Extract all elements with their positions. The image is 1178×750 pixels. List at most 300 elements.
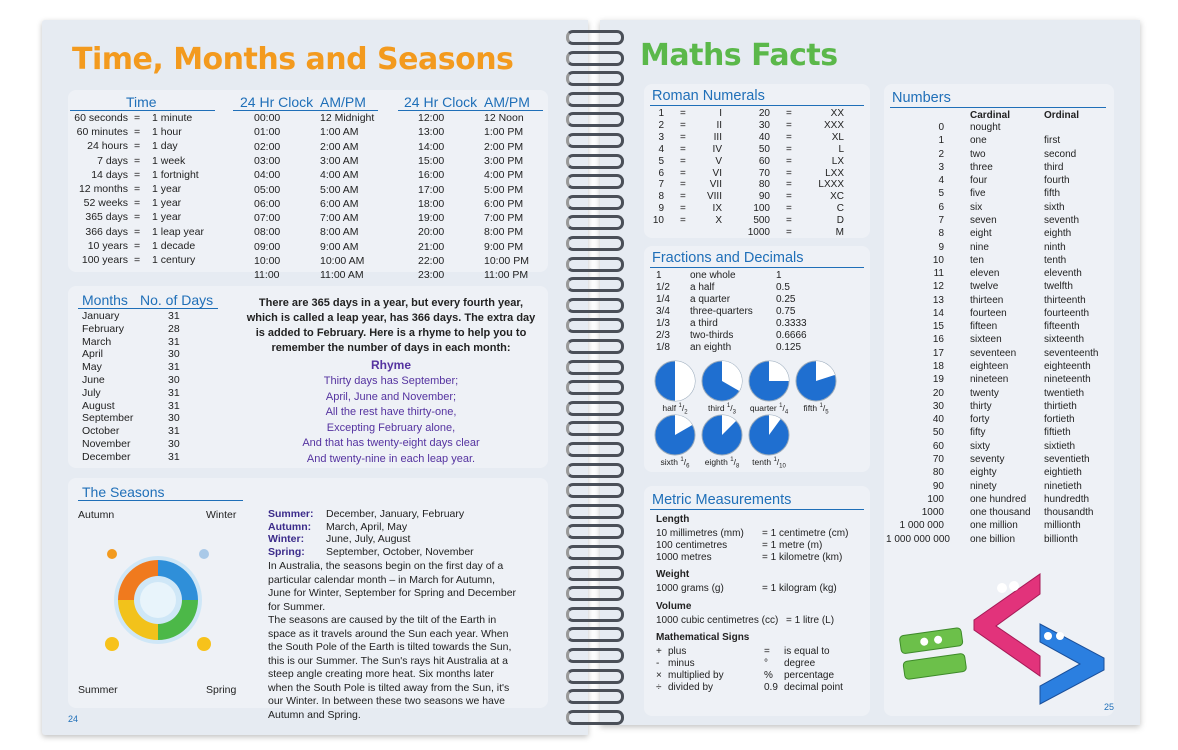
clock-ampm: 11:00 PM [484, 269, 529, 282]
equals-sign: = [786, 203, 792, 215]
equals-sign: = [680, 119, 686, 131]
ampm-header: AM/PM [484, 94, 530, 110]
season-months: March, April, May [326, 520, 408, 533]
number-digit: 18 [932, 361, 944, 373]
roman-number: 9 [658, 203, 664, 215]
time-equivalent: 1 year [152, 211, 182, 224]
roman-numeral: III [713, 131, 722, 143]
text-line: this is our Summer. The Sun's rays hit Australia at a [268, 654, 508, 667]
season-name: Summer: [268, 508, 314, 520]
clock-24hr: 18:00 [418, 197, 445, 210]
roman-number: 10 [652, 215, 664, 227]
month-days: 30 [168, 438, 180, 450]
pie-denominator: 4 [784, 409, 789, 416]
clock-ampm: 1:00 PM [484, 126, 524, 139]
binding-ring [566, 483, 624, 498]
ordinal-number: millionth [1044, 520, 1081, 532]
number-digit: 1 [938, 135, 944, 147]
roman-numeral: L [838, 143, 844, 155]
ordinal-number: eighth [1044, 228, 1072, 240]
number-digit: 30 [932, 400, 944, 412]
binding-ring [566, 607, 624, 622]
metric-unit: 1000 grams (g) [656, 583, 724, 594]
months-panel [68, 286, 548, 468]
pie-denominator: 5 [825, 409, 829, 416]
number-digit: 90 [932, 480, 944, 492]
time-unit: 366 days [85, 225, 128, 238]
binding-ring [566, 318, 624, 333]
metric-unit: 1000 cubic centimetres (cc) [656, 615, 779, 626]
clock-24hr: 10:00 [254, 255, 281, 267]
ordinal-header: Ordinal [1044, 110, 1080, 121]
number-digit: 15 [932, 321, 944, 333]
equals-sign: = [134, 126, 141, 139]
clock-24hr: 01:00 [254, 126, 281, 139]
binding-ring [566, 71, 624, 86]
binding-ring [566, 277, 624, 292]
ordinal-number: fiftieth [1044, 427, 1071, 439]
divider [890, 107, 1106, 108]
number-digit: 16 [932, 334, 944, 346]
rhyme-line: Excepting February alone, [326, 421, 456, 434]
binding-ring [566, 648, 624, 663]
text-line: There are 365 days in a year, but every fourth year, [258, 297, 524, 309]
clock-ampm: 8:00 PM [484, 226, 524, 239]
month-days: 31 [168, 310, 180, 322]
ordinal-number: fortieth [1044, 414, 1075, 426]
fraction-pie [654, 414, 696, 456]
binding-ring [566, 401, 624, 416]
divider [233, 110, 378, 111]
binding-ring [566, 442, 624, 457]
equals-sign: = [786, 155, 792, 167]
cardinal-number: one hundred [970, 493, 1027, 505]
clock-24hr: 23:00 [418, 269, 445, 282]
time-panel [68, 90, 548, 282]
clock-ampm: 12 Midnight [320, 112, 375, 124]
ampm-header: AM/PM [320, 94, 366, 110]
pie-label-text: third [708, 403, 727, 413]
pie-denominator: 3 [732, 409, 736, 416]
decimal: 0.5 [776, 282, 790, 293]
equals-sign: = [786, 143, 792, 155]
time-equivalent: 1 year [152, 197, 182, 210]
divider [650, 267, 864, 268]
clock-24hr: 08:00 [254, 226, 281, 239]
number-digit: 13 [932, 294, 944, 306]
weight-label: Weight [656, 569, 690, 580]
math-sign-name: decimal point [784, 682, 843, 693]
season-name: Winter: [268, 533, 305, 546]
time-unit: 100 years [81, 254, 128, 266]
cardinal-number: nought [970, 122, 1001, 133]
ordinal-number: first [1044, 135, 1061, 147]
cardinal-number: eighty [970, 467, 997, 479]
binding-ring [566, 360, 624, 375]
time-equivalent: 1 day [152, 140, 178, 153]
ordinal-number: ninetieth [1044, 480, 1082, 492]
equals-sign: = [786, 215, 792, 227]
clock-24hr: 21:00 [418, 240, 445, 253]
pie-numerator: 1 [779, 403, 783, 410]
clock-24hr: 12:00 [418, 112, 445, 124]
clock-24hr: 04:00 [254, 169, 281, 182]
month-days: 30 [168, 374, 180, 386]
month-days: 31 [168, 399, 180, 412]
binding-ring [566, 504, 624, 519]
clock-ampm: 3:00 AM [320, 154, 359, 167]
page-title: Maths Facts [640, 38, 838, 73]
math-sign-name: minus [668, 658, 695, 669]
month-days: 28 [168, 322, 180, 335]
number-digit: 20 [932, 387, 944, 399]
equals-sign: = [134, 211, 141, 224]
divider [650, 105, 864, 106]
math-sign-name: plus [668, 646, 687, 657]
metric-equivalent: = 1 kilometre (km) [762, 552, 843, 563]
time-equivalent: 1 hour [152, 126, 182, 139]
clock-24hr: 11:00 [254, 269, 280, 282]
ordinal-number: twelfth [1044, 281, 1073, 293]
leap-year-text [236, 296, 546, 356]
cardinal-number: twenty [970, 387, 999, 399]
time-unit: 60 minutes [76, 126, 128, 139]
math-symbols-illustration [890, 564, 1108, 714]
number-digit: 8 [938, 228, 944, 240]
number-digit: 6 [938, 201, 944, 213]
math-sign: + [656, 646, 662, 657]
binding-ring [566, 627, 624, 642]
number-digit: 7 [938, 214, 944, 226]
clock-header: 24 Hr Clock [404, 94, 478, 110]
roman-numeral: II [716, 119, 722, 131]
cardinal-number: one million [970, 520, 1018, 532]
roman-numeral: M [835, 227, 844, 238]
clock-24hr: 19:00 [418, 212, 445, 225]
binding-ring [566, 524, 624, 539]
equals-sign: = [680, 215, 686, 227]
season-name: Autumn: [268, 520, 312, 533]
time-unit: 14 days [91, 168, 128, 181]
clock-24hr: 14:00 [418, 140, 445, 153]
metric-header: Metric Measurements [652, 492, 792, 508]
roman-numeral: I [719, 108, 722, 119]
fraction: 1 [656, 270, 662, 281]
volume-label: Volume [656, 601, 692, 612]
binding-ring [566, 51, 624, 66]
decimal: 0.25 [776, 294, 796, 305]
ordinal-number: second [1044, 148, 1077, 160]
pie-denominator: 6 [686, 463, 690, 470]
pie-slash: / [782, 403, 785, 413]
metric-equivalent: = 1 centimetre (cm) [762, 528, 849, 539]
math-sign: ÷ [656, 682, 662, 693]
equals-sign: = [786, 131, 792, 143]
clock-ampm: 7:00 PM [484, 212, 524, 225]
decimal: 0.6666 [776, 330, 807, 341]
cardinal-number: sixteen [970, 334, 1002, 346]
ordinal-number: eighteenth [1044, 361, 1091, 373]
metric-unit: 100 centimetres [656, 540, 728, 551]
text-line: the South Pole of the Earth is tilted towards the Sun, [268, 641, 512, 653]
number-digit: 1 000 000 [899, 520, 944, 532]
clock-ampm: 10:00 AM [320, 255, 365, 267]
text-line: which is called a leap year, has 366 days. The extra day [246, 312, 536, 324]
roman-number: 3 [658, 131, 664, 143]
roman-numeral: V [715, 155, 722, 167]
season-months: June, July, August [326, 533, 411, 546]
binding-ring [566, 421, 624, 436]
metric-equivalent: = 1 kilogram (kg) [762, 583, 837, 594]
clock-24hr: 15:00 [418, 154, 445, 167]
time-unit: 24 hours [87, 140, 128, 153]
metric-equivalent: = 1 litre (L) [786, 615, 835, 626]
time-equivalent: 1 century [152, 254, 196, 266]
rhyme-line: And that has twenty-eight days clear [302, 437, 480, 449]
cardinal-number: two [970, 148, 986, 160]
cardinal-header: Cardinal [970, 110, 1011, 121]
rhyme-line: And twenty-nine in each leap year. [306, 452, 476, 465]
time-equivalent: 1 year [152, 183, 182, 195]
math-sign: ° [764, 658, 768, 669]
clock-ampm: 8:00 AM [320, 226, 359, 239]
equals-sign: = [786, 167, 792, 179]
clock-ampm: 12 Noon [484, 112, 524, 124]
month-name: April [82, 348, 104, 361]
fraction: 1/3 [656, 318, 670, 329]
equals-sign: = [786, 191, 792, 203]
math-sign: - [656, 658, 660, 669]
equals-sign: = [680, 155, 686, 167]
cardinal-number: one billion [970, 533, 1016, 545]
roman-number: 1 [658, 108, 664, 119]
binding-ring [566, 133, 624, 148]
number-digit: 17 [932, 347, 944, 359]
time-equivalent: 1 decade [152, 239, 196, 252]
season-months: December, January, February [326, 508, 465, 520]
math-sign: = [764, 646, 770, 657]
time-header: Time [126, 94, 157, 110]
math-sign-name: multiplied by [668, 670, 724, 681]
math-sign: 0.9 [764, 682, 778, 693]
ordinal-number: seventieth [1044, 454, 1090, 465]
ordinal-number: seventeenth [1044, 347, 1099, 359]
cardinal-number: four [970, 175, 988, 187]
number-digit: 100 [927, 493, 944, 505]
time-equivalent: 1 leap year [152, 225, 204, 238]
number-digit: 10 [932, 254, 944, 266]
month-days: 30 [168, 412, 180, 425]
math-sign: × [656, 670, 662, 681]
text-line: for Summer. [268, 600, 326, 613]
cardinal-number: nineteen [970, 374, 1009, 386]
rhyme-text [236, 374, 546, 467]
number-digit: 4 [938, 175, 944, 187]
cardinal-number: one [970, 135, 987, 147]
pie-slash: / [681, 403, 685, 413]
equals-sign: = [680, 143, 686, 155]
math-sign-name: degree [784, 658, 816, 669]
time-equivalent: 1 week [152, 154, 186, 167]
roman-numeral: XC [830, 191, 844, 203]
number-digit: 70 [932, 454, 944, 465]
equals-sign: = [134, 239, 141, 252]
length-label: Length [656, 514, 690, 525]
cardinal-number: seventeen [970, 347, 1017, 359]
equals-sign: = [680, 167, 686, 179]
page-number: 25 [1104, 702, 1115, 712]
binding-ring [566, 710, 624, 725]
divider [650, 509, 864, 510]
seasons-paragraph [268, 560, 516, 614]
number-digit: 14 [932, 307, 944, 319]
label-autumn: Autumn [78, 509, 115, 521]
rhyme-line: April, June and November; [325, 390, 457, 403]
math-sign-name: is equal to [784, 646, 830, 657]
text-line: space as it travels around the Sun each year. When [268, 627, 509, 640]
month-days: 31 [168, 361, 180, 374]
month-name: January [82, 310, 120, 322]
equals-sign: = [134, 154, 141, 167]
cardinal-number: three [970, 161, 993, 173]
decimal: 0.3333 [776, 318, 807, 329]
clock-24hr: 13:00 [418, 126, 445, 139]
binding-ring [566, 298, 624, 313]
binding-ring [566, 689, 624, 704]
page-title: Time, Months and Seasons [72, 42, 514, 77]
roman-numeral: LXX [825, 167, 844, 179]
clock-24hr: 09:00 [254, 240, 281, 253]
text-line: The seasons are caused by the tilt of the Earth in [268, 614, 497, 626]
ordinal-number: eleventh [1044, 268, 1082, 280]
season-months: September, October, November [326, 545, 474, 558]
clock-24hr: 17:00 [418, 183, 445, 196]
binding-ring [566, 92, 624, 107]
month-name: May [82, 361, 102, 374]
fraction-words: one whole [690, 270, 736, 281]
roman-numeral: XL [831, 131, 844, 143]
equals-sign: = [786, 227, 792, 238]
ordinal-number: sixteenth [1044, 334, 1085, 346]
math-sign-name: divided by [668, 682, 714, 693]
ordinal-number: fifteenth [1044, 321, 1080, 333]
fraction: 2/3 [656, 330, 670, 341]
equals-sign: = [786, 108, 792, 119]
roman-numeral: VII [709, 179, 722, 191]
cardinal-number: sixty [970, 440, 990, 452]
roman-number: 70 [758, 167, 770, 179]
text-line: is added to February. Here is a rhyme to help you to [255, 327, 527, 339]
time-unit: 12 months [78, 183, 128, 195]
number-digit: 19 [932, 374, 944, 386]
roman-panel [644, 84, 870, 238]
roman-number: 50 [758, 143, 770, 155]
label-winter: Winter [206, 509, 237, 521]
roman-numeral: VIII [706, 191, 722, 203]
roman-number: 100 [753, 203, 770, 215]
clock-ampm: 9:00 PM [484, 240, 524, 253]
month-name: August [82, 399, 115, 412]
month-days: 31 [168, 386, 180, 399]
math-sign: % [764, 670, 773, 681]
pie-label-text: sixth [660, 457, 681, 467]
clock-ampm: 5:00 AM [320, 183, 359, 196]
time-unit: 10 years [87, 239, 128, 252]
ordinal-number: billionth [1044, 533, 1078, 545]
cardinal-number: seven [970, 214, 997, 226]
number-digit: 0 [938, 122, 944, 133]
ordinal-number: third [1044, 161, 1064, 173]
roman-numeral: IX [712, 203, 722, 215]
left-page [42, 20, 588, 735]
pie-slash: / [776, 457, 780, 467]
equals-sign: = [134, 112, 141, 124]
rhyme-title: Rhyme [370, 358, 411, 372]
fraction-pie [701, 414, 743, 456]
clock-ampm: 6:00 PM [484, 197, 524, 210]
text-line: June for Winter, September for Spring and December [268, 587, 517, 599]
cardinal-number: fifty [970, 427, 986, 439]
roman-number: 90 [758, 191, 770, 203]
month-days: 30 [168, 348, 180, 361]
binding-ring [566, 586, 624, 601]
fraction-pie [748, 360, 790, 402]
roman-number: 30 [758, 119, 770, 131]
time-unit: 7 days [97, 154, 128, 167]
pie-label-text: tenth [752, 457, 774, 467]
text-line: our Winter. In between these two seasons we have [268, 695, 505, 707]
cardinal-number: one thousand [970, 507, 1031, 519]
clock-ampm: 7:00 AM [320, 212, 359, 225]
number-digit: 1000 [921, 507, 944, 519]
pie-label-text: quarter [749, 403, 780, 413]
ordinal-number: fourth [1044, 175, 1070, 187]
clock-24hr: 05:00 [254, 183, 281, 196]
fraction-words: three-quarters [690, 306, 753, 317]
ordinal-number: tenth [1044, 254, 1067, 266]
equals-sign: = [680, 179, 686, 191]
signs-label: Mathematical Signs [656, 632, 750, 643]
clock-ampm: 6:00 AM [320, 197, 359, 210]
equals-sign: = [680, 191, 686, 203]
binding-ring [566, 195, 624, 210]
equals-sign: = [680, 108, 686, 119]
roman-number: 60 [758, 155, 770, 167]
month-name: November [82, 438, 131, 450]
pie-denominator: 2 [684, 409, 688, 416]
month-days: 31 [168, 335, 180, 348]
decimal: 0.75 [776, 306, 796, 317]
fraction-pie-label [739, 457, 799, 470]
text-line: particular calendar month – in March for Autumn, [268, 573, 496, 586]
text-line: steep angle creating more heat. Six months later [268, 668, 494, 680]
cardinal-number: five [970, 188, 986, 200]
text-line: Autumn and Spring. [268, 708, 361, 721]
cardinal-number: ninety [970, 480, 997, 492]
clock-24hr: 00:00 [254, 112, 281, 124]
text-line: remember the number of days in each month: [271, 342, 511, 354]
cardinal-number: twelve [970, 281, 999, 293]
ordinal-number: fourteenth [1044, 307, 1090, 319]
fraction-words: a third [690, 318, 718, 329]
metric-equivalent: = 1 metre (m) [762, 540, 823, 551]
metric-unit: 1000 metres [656, 552, 712, 563]
pie-label-text: eighth [704, 457, 731, 467]
pie-numerator: 1 [678, 403, 682, 410]
equals-sign: = [134, 197, 141, 210]
roman-number: 7 [658, 179, 664, 191]
clock-ampm: 5:00 PM [484, 183, 524, 196]
